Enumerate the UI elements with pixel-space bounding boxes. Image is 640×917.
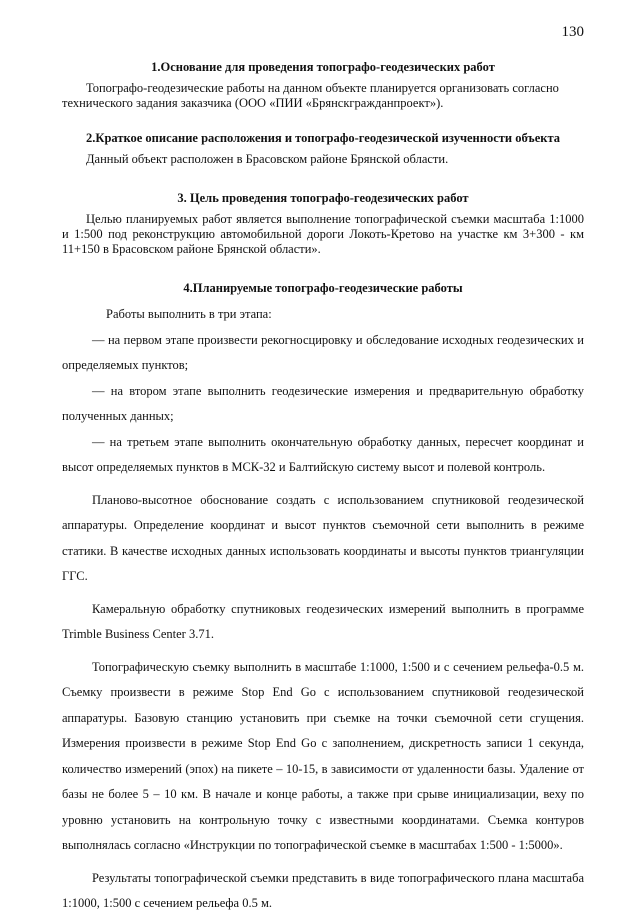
section-location-heading: 2.Краткое описание расположения и топографо-геодезической изученности объекта bbox=[86, 131, 560, 145]
section-goal bbox=[62, 191, 584, 257]
section-basis-heading: 1.Основание для проведения топографо-геодезических работ bbox=[151, 60, 495, 74]
topographic-survey-paragraph: Топографическую съемку выполнить в масштабе 1:1000, 1:500 и с сечением рельефа-0.5 м. Съемку произвести в режиме Stop End Go с использованием спутниковой геодезической аппаратуры. Базовую станцию установить при съемке на точки съемочной сети сгущения. Измерения произвести в режиме Stop End Go с заполнением, дискретность записи 1 секунда, количество измерений (эпох) на пикете – 10-15, в зависимости от удаленности базы. Удаление от базы не более 5 – 10 км. В начале и конце работы, а также при срыве инициализации, веху по уровню установить на контрольную точку с известными координатами. Съемка контуров выполнялась согласно «Инструкции по топографической съемке в масштабах 1:500 - 1:5000». bbox=[62, 659, 584, 852]
survey-network-paragraph: Планово-высотное обоснование создать с использованием спутниковой геодезической аппаратуры. Определение координат и высот пунктов съемочной сети выполнить в режиме статики. В качестве исходных данных использовать координаты и высоты пунктов триангуляции ГГС. bbox=[62, 492, 584, 583]
results-paragraph: Результаты топографической съемки представить в виде топографического плана масштаба 1:1000, 1:500 с сечением рельефа 0.5 м. bbox=[62, 870, 584, 910]
document-body bbox=[62, 60, 584, 917]
section-basis bbox=[62, 60, 584, 111]
stage-2-text: — на втором этапе выполнить геодезические измерения и предварительную обработку полученных данных; bbox=[62, 383, 584, 423]
section-basis-text: Топографо-геодезические работы на данном объекте планируется организовать согласно технического задания заказчика (ООО «ПИИ «Брянскгражданпроект»). bbox=[62, 81, 559, 110]
section-goal-text: Целью планируемых работ является выполнение топографической съемки масштаба 1:1000 и 1:500 под реконструкцию автомобильной дороги Локоть-Кретово на участке км 3+300 - км 11+150 в Брасовском районе Брянской области». bbox=[62, 212, 584, 256]
section-planned-works-heading: 4.Планируемые топографо-геодезические работы bbox=[183, 281, 463, 295]
page-number: 130 bbox=[561, 24, 584, 40]
stage-3-text: — на третьем этапе выполнить окончательную обработку данных, пересчет координат и высот определяемых пунктов в МСК-32 и Балтийскую систему высот и полевой контроль. bbox=[62, 434, 584, 474]
section-goal-heading: 3. Цель проведения топографо-геодезических работ bbox=[177, 191, 469, 205]
section-location-text: Данный объект расположен в Брасовском районе Брянской области. bbox=[86, 152, 449, 166]
stages-intro: Работы выполнить в три этапа: bbox=[106, 307, 272, 321]
stage-1-text: — на первом этапе произвести рекогносцировку и обследование исходных геодезических и определяемых пунктов; bbox=[62, 332, 584, 372]
section-planned-works bbox=[62, 281, 584, 917]
section-location bbox=[62, 131, 584, 167]
processing-paragraph: Камеральную обработку спутниковых геодезических измерений выполнить в программе Trimble Business Center 3.71. bbox=[62, 601, 584, 641]
